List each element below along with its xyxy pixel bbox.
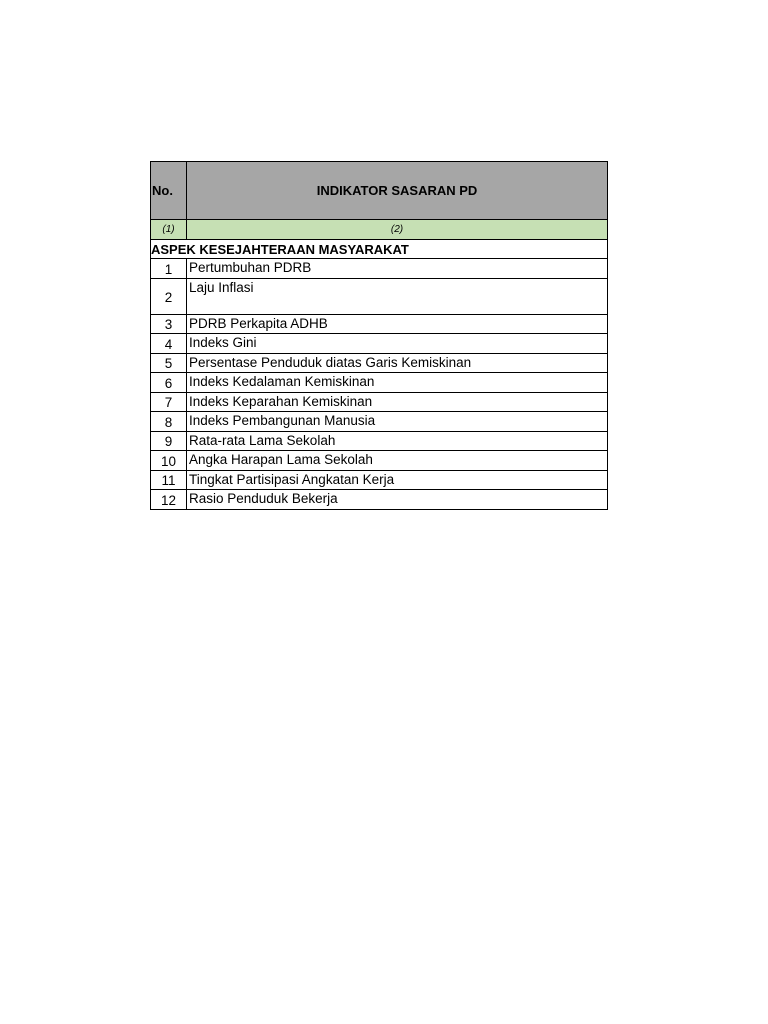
row-number: 3 [151,314,187,334]
row-number: 6 [151,373,187,393]
row-indikator: Tingkat Partisipasi Angkatan Kerja [187,470,608,490]
row-number: 11 [151,470,187,490]
row-number: 4 [151,334,187,354]
table-row [151,314,608,334]
row-indikator: Rasio Penduduk Bekerja [187,490,608,510]
row-indikator: Indeks Pembangunan Manusia [187,412,608,432]
table-row [151,470,608,490]
row-indikator: Angka Harapan Lama Sekolah [187,451,608,471]
row-number: 7 [151,392,187,412]
row-indikator: PDRB Perkapita ADHB [187,314,608,334]
row-indikator: Pertumbuhan PDRB [187,259,608,279]
table-row [151,373,608,393]
header-indikator: INDIKATOR SASARAN PD [187,162,608,220]
table-row [151,431,608,451]
row-number: 10 [151,451,187,471]
row-number: 2 [151,278,187,314]
row-number: 9 [151,431,187,451]
row-indikator: Indeks Gini [187,334,608,354]
indikator-table [150,161,608,510]
table-row [151,412,608,432]
row-number: 8 [151,412,187,432]
row-number: 12 [151,490,187,510]
row-indikator: Indeks Keparahan Kemiskinan [187,392,608,412]
table-row [151,334,608,354]
table-row [151,490,608,510]
row-indikator: Persentase Penduduk diatas Garis Kemiskinan [187,353,608,373]
row-number: 5 [151,353,187,373]
column-number-row [151,220,608,240]
row-indikator: Laju Inflasi [187,278,608,314]
table-row [151,392,608,412]
column-number-2: (2) [187,220,608,240]
row-indikator: Indeks Kedalaman Kemiskinan [187,373,608,393]
row-indikator: Rata-rata Lama Sekolah [187,431,608,451]
row-number: 1 [151,259,187,279]
section-title: ASPEK KESEJAHTERAAN MASYARAKAT [151,240,608,259]
header-no: No. [151,162,187,220]
table-row [151,353,608,373]
table-row [151,278,608,314]
table-row [151,259,608,279]
table-header-row [151,162,608,220]
section-row [151,240,608,259]
table-row [151,451,608,471]
column-number-1: (1) [151,220,187,240]
